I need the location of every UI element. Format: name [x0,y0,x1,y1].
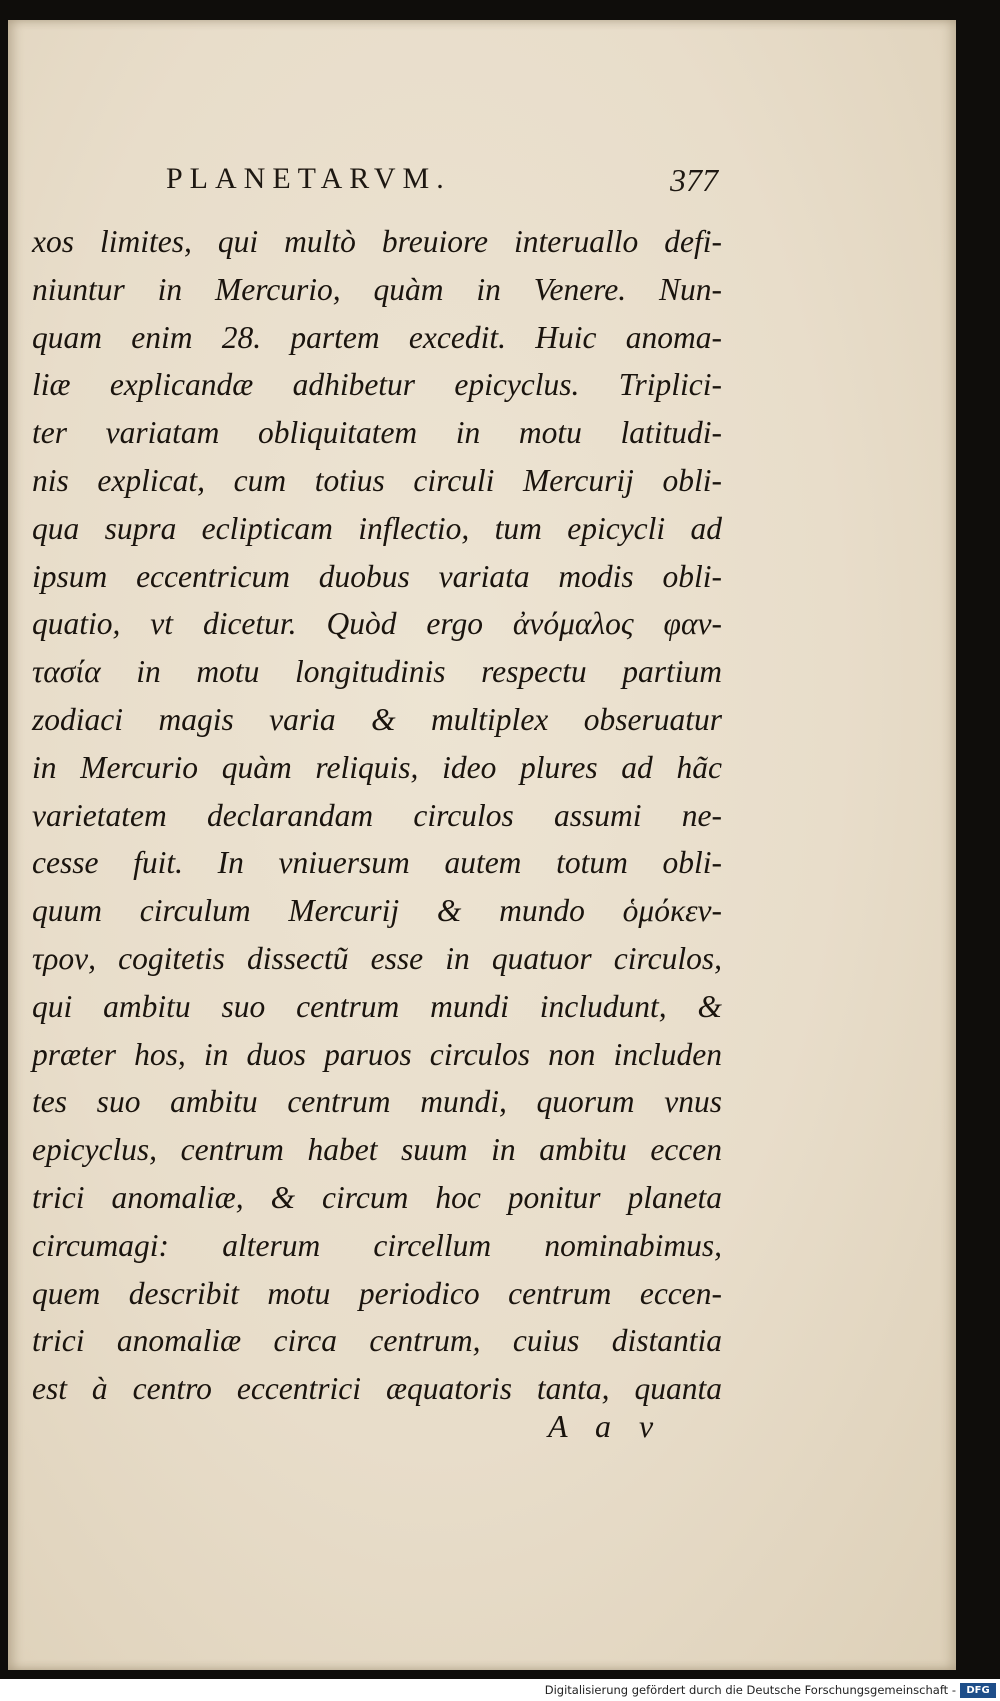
text-line: quem describit motu periodico centrum eccen- [32,1275,722,1311]
text-line: trici anomaliæ circa centrum, cuius distantia [32,1323,722,1359]
text-line: ipsum eccentricum duobus variata modis obli- [32,558,722,594]
text-line: nis explicat, cum totius circuli Mercurij obli- [32,462,722,498]
text-line: epicyclus, centrum habet suum in ambitu eccen [32,1132,722,1168]
digitization-footer [0,1679,1000,1701]
text-line: liæ explicandæ adhibetur epicyclus. Triplici- [32,367,722,403]
text-line: τασία in motu longitudinis respectu partium [32,654,722,690]
text-line: in Mercurio quàm reliquis, ideo plures ad hãc [32,749,722,785]
text-line: trici anomaliæ, & circum hoc ponitur planeta [32,1179,722,1215]
paper-page [8,20,956,1670]
running-title: PLANETARVM. [166,162,451,195]
dfg-logo: DFG [960,1683,996,1698]
page-header [158,162,718,206]
text-line: tes suo ambitu centrum mundi, quorum vnus [32,1084,722,1120]
body-text [32,218,722,1413]
text-line: circumagi: alterum circellum nominabimus, [32,1227,722,1263]
text-line: quam enim 28. partem excedit. Huic anoma- [32,319,722,355]
text-line: quatio, vt dicetur. Quòd ergo ἀνόμαλος φαν- [32,606,722,642]
text-line: qua supra eclipticam inflectio, tum epicycli ad [32,510,722,546]
text-line: xos limites, qui multò breuiore interuallo defi- [32,224,722,259]
text-line: præter hos, in duos paruos circulos non includen [32,1036,722,1072]
text-line: quum circulum Mercurij & mundo ὁμόκεν- [32,893,722,929]
text-line: niuntur in Mercurio, quàm in Venere. Nun- [32,271,722,307]
funding-credit: Digitalisierung gefördert durch die Deutsche Forschungsgemeinschaft - [544,1683,956,1697]
page-number: 377 [670,162,718,198]
text-line: varietatem declarandam circulos assumi ne- [32,797,722,833]
text-line: cesse fuit. In vniuersum autem totum obli- [32,845,722,881]
text-line: zodiaci magis varia & multiplex obseruatur [32,701,722,737]
text-line: τρον, cogitetis dissectũ esse in quatuor circulos, [32,940,722,976]
text-line: qui ambitu suo centrum mundi includunt, & [32,988,722,1024]
text-line: est à centro eccentrici æquatoris tanta, quanta [32,1371,722,1407]
catchword: A a v [548,1408,664,1444]
text-line: ter variatam obliquitatem in motu latitudi- [32,415,722,451]
